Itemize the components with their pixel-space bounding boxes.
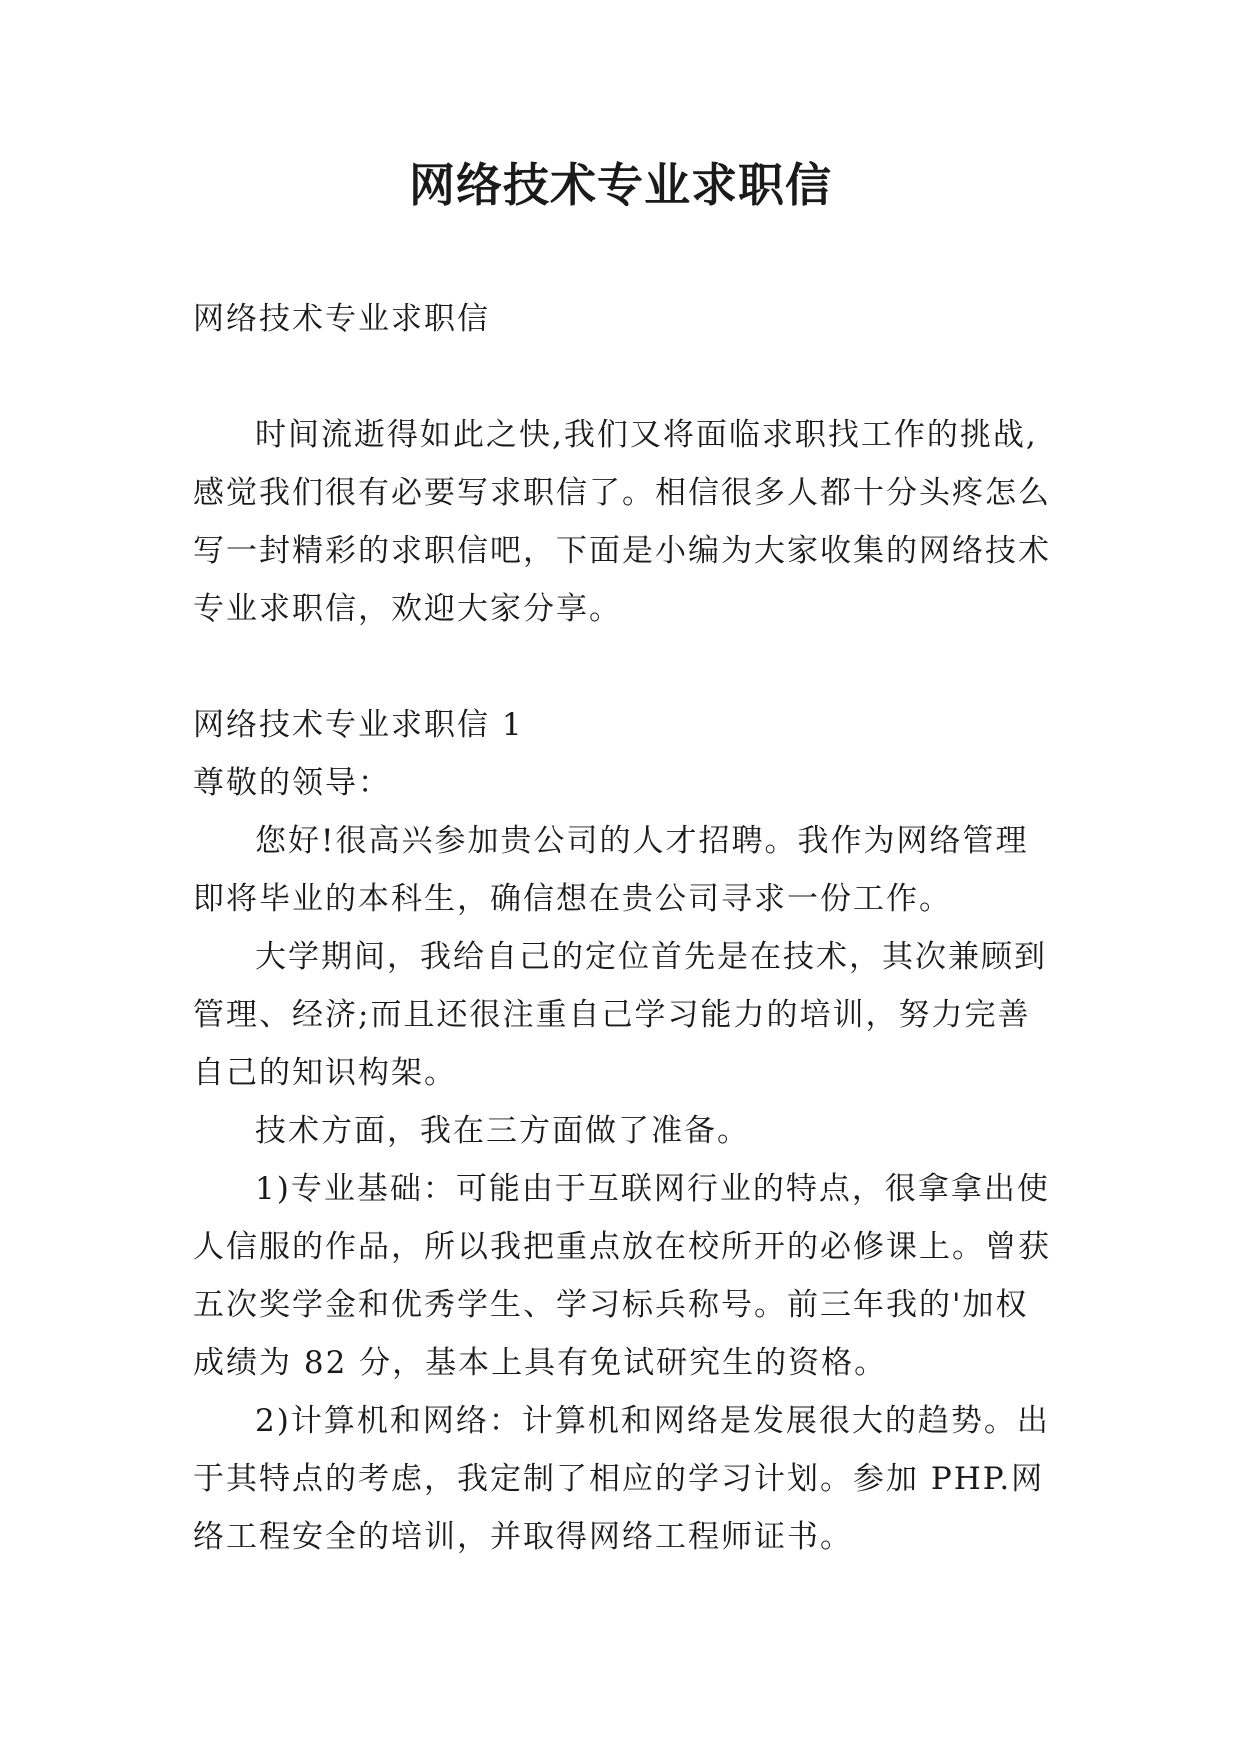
- letter-paragraph: 1)专业基础：可能由于互联网行业的特点，很拿拿出使人信服的作品，所以我把重点放在校所开的必修课上。曾获五次奖学金和优秀学生、学习标兵称号。前三年我的'加权成绩为 82 分，基本上具有免试研究生的资格。: [193, 1171, 1051, 1381]
- document-body: [193, 290, 1058, 1566]
- document-subtitle: 网络技术专业求职信: [193, 301, 490, 337]
- intro-paragraph: 时间流逝得如此之快,我们又将面临求职找工作的挑战,感觉我们很有必要写求职信了。相信很多人都十分头疼怎么写一封精彩的求职信吧，下面是小编为大家收集的网络技术专业求职信，欢迎大家分享。: [193, 417, 1051, 627]
- letter-salutation: 尊敬的领导：: [193, 765, 391, 801]
- letter-heading: 网络技术专业求职信 1: [193, 707, 524, 743]
- letter-paragraph: 您好!很高兴参加贵公司的人才招聘。我作为网络管理即将毕业的本科生，确信想在贵公司寻求一份工作。: [193, 823, 1029, 917]
- letter-paragraph: 大学期间，我给自己的定位首先是在技术，其次兼顾到管理、经济;而且还很注重自己学习能力的培训，努力完善自己的知识构架。: [193, 939, 1047, 1091]
- letter-paragraph: 技术方面，我在三方面做了准备。: [255, 1113, 750, 1149]
- letter-paragraph: 2)计算机和网络：计算机和网络是发展很大的趋势。出于其特点的考虑，我定制了相应的学习计划。参加 PHP.网络工程安全的培训，并取得网络工程师证书。: [193, 1403, 1050, 1555]
- document-title: 网络技术专业求职信: [409, 158, 832, 212]
